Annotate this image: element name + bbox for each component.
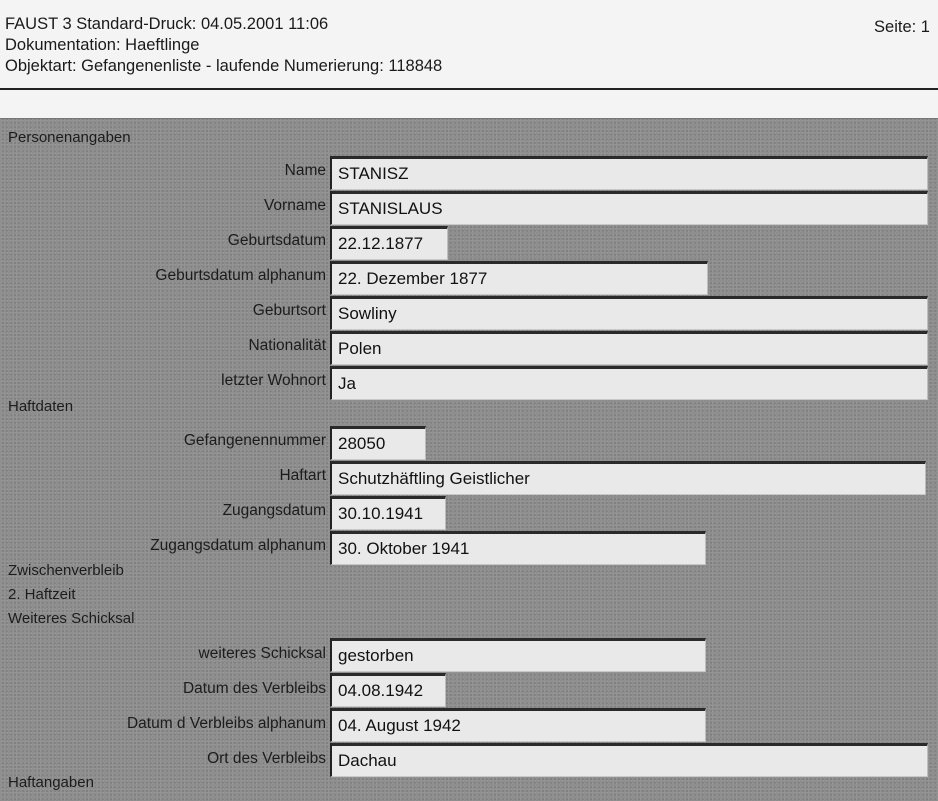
entry-date-alpha-label: Zugangsdatum alphanum bbox=[150, 537, 326, 554]
fate-date-alpha-label: Datum d Verbleibs alphanum bbox=[126, 715, 326, 732]
firstname-label: Vorname bbox=[263, 197, 326, 214]
fate-place-label: Ort des Verbleibs bbox=[207, 750, 326, 767]
birthdate-alpha-label: Geburtsdatum alphanum bbox=[155, 267, 326, 284]
documentation-title: Dokumentation: Haeftlinge bbox=[5, 36, 200, 54]
detention-type-label: Haftart bbox=[279, 467, 326, 484]
firstname-field: STANISLAUS bbox=[330, 191, 928, 225]
prisoner-number-field: 28050 bbox=[330, 426, 426, 460]
entry-date-alpha-field: 30. Oktober 1941 bbox=[330, 531, 706, 565]
record-panel bbox=[0, 118, 938, 801]
entry-date-field: 30.10.1941 bbox=[330, 496, 446, 530]
birthdate-alpha-field: 22. Dezember 1877 bbox=[330, 261, 708, 295]
birthdate-label: Geburtsdatum bbox=[227, 232, 326, 249]
section-second-term: 2. Haftzeit bbox=[8, 586, 76, 603]
fate-label: weiteres Schicksal bbox=[198, 645, 326, 662]
residence-field: Ja bbox=[330, 366, 928, 400]
birthdate-field: 22.12.1877 bbox=[330, 226, 448, 260]
fate-date-alpha-field: 04. August 1942 bbox=[330, 708, 706, 742]
document-header bbox=[5, 14, 442, 77]
nationality-label: Nationalität bbox=[248, 337, 326, 354]
header-divider bbox=[0, 88, 938, 90]
birthplace-label: Geburtsort bbox=[252, 302, 326, 319]
nationality-field: Polen bbox=[330, 331, 928, 365]
print-info: FAUST 3 Standard-Druck: 04.05.2001 11:06 bbox=[5, 15, 329, 33]
section-fate: Weiteres Schicksal bbox=[8, 610, 135, 627]
fate-place-field: Dachau bbox=[330, 743, 928, 777]
page-number: Seite: 1 bbox=[874, 18, 930, 36]
section-intermediate: Zwischenverbleib bbox=[8, 562, 124, 579]
detention-type-field: Schutzhäftling Geistlicher bbox=[330, 461, 926, 495]
residence-label: letzter Wohnort bbox=[221, 372, 326, 389]
prisoner-number-label: Gefangenennummer bbox=[183, 432, 326, 449]
entry-date-label: Zugangsdatum bbox=[222, 502, 326, 519]
name-field: STANISZ bbox=[330, 156, 928, 190]
fate-date-field: 04.08.1942 bbox=[330, 673, 446, 707]
section-detention: Haftdaten bbox=[8, 398, 74, 415]
fate-field: gestorben bbox=[330, 638, 706, 672]
name-label: Name bbox=[284, 162, 326, 179]
birthplace-field: Sowliny bbox=[330, 296, 928, 330]
section-personal: Personenangaben bbox=[8, 129, 131, 146]
fate-date-label: Datum des Verbleibs bbox=[182, 680, 326, 697]
section-detention-info: Haftangaben bbox=[8, 774, 94, 791]
object-type: Objektart: Gefangenenliste - laufende Numerierung: 118848 bbox=[5, 57, 443, 75]
